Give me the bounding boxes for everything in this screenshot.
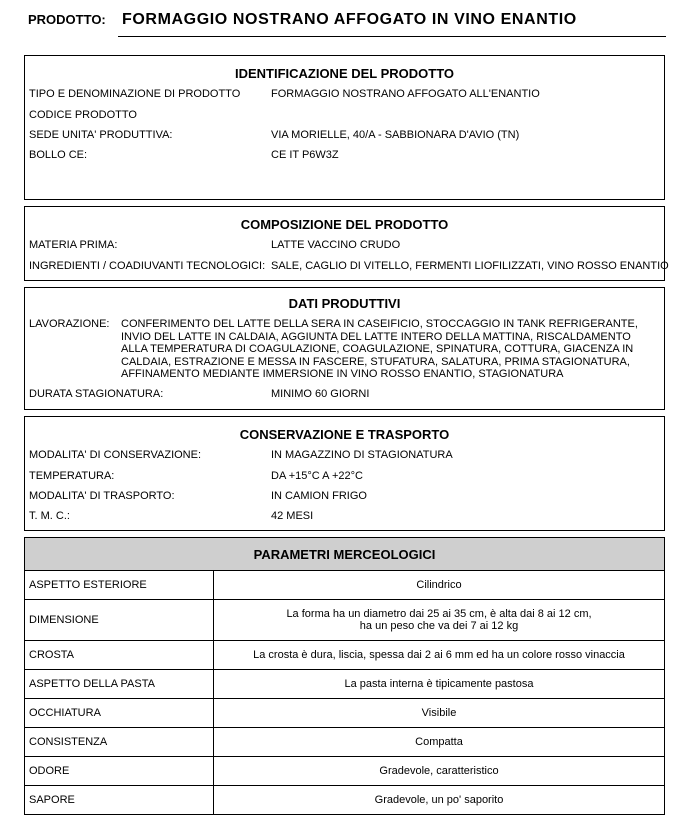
parameters-table <box>24 537 665 815</box>
row-value: SALE, CAGLIO DI VITELLO, FERMENTI LIOFILIZZATI, VINO ROSSO ENANTIO <box>271 260 669 272</box>
processing-text: CONFERIMENTO DEL LATTE DELLA SERA IN CASEIFICIO, STOCCAGGIO IN TANK REFRIGERANTE, INVIO DEL LATTE IN CALDAIA, AGGIUNTA DEL LATTE INTERO DELLA MATTINA, RISCALDAMENTO ALLA TEMPERATURA DI COAGULAZIONE, COAGULAZIONE, SPINATURA, COTTURA, GIACENZA IN CALDAIA, ESTRAZIONE E MESSA IN FASCERE, STUFATURA, SALATURA, PRIMA STAGIONATURA, AFFINAMENTO MEDIANTE IMMERSIONE IN VINO ROSSO ENANTIO, STAGIONATURA <box>121 318 638 381</box>
identification-section <box>24 55 665 200</box>
param-value-line: La crosta è dura, liscia, spessa dai 2 ai 6 mm ed ha un colore rosso vinaccia <box>253 649 625 661</box>
row-value: DA +15°C A +22°C <box>271 470 363 482</box>
table-header-row <box>25 538 665 571</box>
composition-section <box>24 206 669 281</box>
row-label: T. M. C.: <box>29 510 70 522</box>
row-value: CE IT P6W3Z <box>271 149 339 161</box>
param-label: ODORE <box>25 757 214 786</box>
row-label: TIPO E DENOMINAZIONE DI PRODOTTO <box>29 88 241 100</box>
param-value <box>214 600 665 641</box>
param-value <box>214 571 665 600</box>
param-value <box>214 728 665 757</box>
identification-row <box>29 88 240 100</box>
param-value-line: Compatta <box>415 736 463 748</box>
param-label: CONSISTENZA <box>25 728 214 757</box>
identification-row <box>29 109 137 121</box>
row-label: TEMPERATURA: <box>29 470 115 482</box>
aging-label: DURATA STAGIONATURA: <box>29 388 164 400</box>
row-label: INGREDIENTI / COADIUVANTI TECNOLOGICI: <box>29 260 266 272</box>
parameters-title: PARAMETRI MERCEOLOGICI <box>25 538 665 571</box>
row-label: SEDE UNITA' PRODUTTIVA: <box>29 129 173 141</box>
row-value: 42 MESI <box>271 510 314 522</box>
product-label: PRODOTTO: <box>28 12 106 27</box>
production-section <box>24 287 665 410</box>
param-value <box>214 670 665 699</box>
row-value: LATTE VACCINO CRUDO <box>271 239 401 251</box>
row-label: BOLLO CE: <box>29 149 88 161</box>
product-title: FORMAGGIO NOSTRANO AFFOGATO IN VINO ENANTIO <box>122 11 577 28</box>
composition-title: COMPOSIZIONE DEL PRODOTTO <box>240 217 449 232</box>
storage-section <box>24 416 665 531</box>
aging-value: MINIMO 60 GIORNI <box>271 388 370 400</box>
title-underline <box>118 36 666 37</box>
param-label: SAPORE <box>25 786 214 815</box>
param-value-line: Visibile <box>421 707 457 719</box>
param-value <box>214 757 665 786</box>
table-row <box>25 641 665 670</box>
table-row <box>25 670 665 699</box>
table-row <box>25 699 665 728</box>
param-value-line: ha un peso che va dei 7 ai 12 kg <box>359 620 519 632</box>
row-label: MODALITA' DI CONSERVAZIONE: <box>29 449 202 461</box>
row-value: VIA MORIELLE, 40/A - SABBIONARA D'AVIO (TN) <box>271 129 520 141</box>
param-label: ASPETTO ESTERIORE <box>25 571 214 600</box>
param-value <box>214 786 665 815</box>
param-value <box>214 699 665 728</box>
param-label: DIMENSIONE <box>25 600 214 641</box>
row-value: IN CAMION FRIGO <box>271 490 367 502</box>
row-value: IN MAGAZZINO DI STAGIONATURA <box>271 449 453 461</box>
table-row <box>25 728 665 757</box>
identification-title: IDENTIFICAZIONE DEL PRODOTTO <box>234 66 455 81</box>
param-label: OCCHIATURA <box>25 699 214 728</box>
row-label: MODALITA' DI TRASPORTO: <box>29 490 175 502</box>
param-value-line: Gradevole, caratteristico <box>379 765 499 777</box>
table-row <box>25 786 665 815</box>
table-row <box>25 600 665 641</box>
param-value-line: La pasta interna è tipicamente pastosa <box>344 678 534 690</box>
param-value-line: Gradevole, un po' saporito <box>374 794 504 806</box>
param-value-line: La forma ha un diametro dai 25 ai 35 cm, è alta dai 8 ai 12 cm, <box>286 608 592 620</box>
row-value: FORMAGGIO NOSTRANO AFFOGATO ALL'ENANTIO <box>271 88 540 100</box>
production-title: DATI PRODUTTIVI <box>288 296 401 311</box>
identification-row <box>29 129 172 141</box>
row-label: MATERIA PRIMA: <box>29 239 118 251</box>
identification-row <box>29 149 87 161</box>
param-value-line: Cilindrico <box>416 579 462 591</box>
table-row <box>25 757 665 786</box>
table-row <box>25 571 665 600</box>
storage-title: CONSERVAZIONE E TRASPORTO <box>239 427 450 442</box>
param-label: CROSTA <box>25 641 214 670</box>
row-label: CODICE PRODOTTO <box>29 109 137 121</box>
param-label: ASPETTO DELLA PASTA <box>25 670 214 699</box>
param-value <box>214 641 665 670</box>
processing-label: LAVORAZIONE: <box>29 318 110 330</box>
